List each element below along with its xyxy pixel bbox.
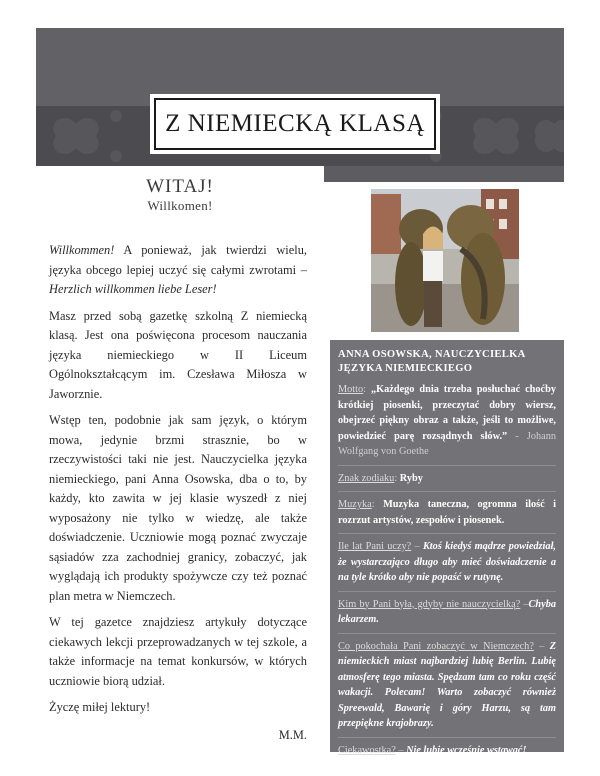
zodiac-value: Ryby bbox=[399, 472, 423, 484]
sidebar-title: ANNA OSOWSKA, NAUCZYCIELKA JĘZYKA NIEMIECKIEGO bbox=[338, 349, 526, 374]
article-paragraph-2: Masz przed sobą gazetkę szkolną Z niemiecką klasą. Jest ona poświęcona procesom nauczania języka niemieckiego w II Liceum Ogólnokształcącym im. Czesława Miłosza w Jaworznie. bbox=[49, 308, 307, 401]
q3-label: Co pokochała Pani zobaczyć w Niemczech? bbox=[338, 640, 534, 652]
q3-answer: Z niemieckich miast najbardziej lubię Berlin. Lubię atmosferę tego miasta. Spędzam tam co roku część wakacji. Polecam! Warto zobaczyć również Spreewald, Bawarię i góry Harzu, są tam przepiękne krajobrazy. bbox=[338, 640, 556, 729]
sidebar-zodiac: Znak zodiaku: Ryby bbox=[338, 471, 556, 493]
trivia-label: Ciekawostka? bbox=[338, 744, 396, 756]
motto-author: - Johann Wolfgang von Goethe bbox=[338, 430, 557, 457]
header-banner bbox=[36, 28, 564, 166]
article-paragraph-4: W tej gazetce znajdziesz artykuły dotyczące ciekawych lekcji przeprowadzanych w tej szkole, a także informacje na temat konkursów, w których uczniowie biorą udział. bbox=[49, 615, 307, 688]
newsletter-title-box bbox=[150, 94, 440, 154]
greeting-heading: WITAJ! bbox=[146, 176, 214, 197]
zodiac-label: Znak zodiaku bbox=[338, 472, 395, 484]
q2-answer: Chyba lekarzem. bbox=[338, 598, 556, 625]
trivia-answer: Nie lubię wcześnie wstawać! bbox=[406, 744, 527, 756]
motto-label: Motto bbox=[338, 384, 364, 395]
article-paragraph-5: Życzę miłej lektury! bbox=[49, 700, 151, 714]
intro-article bbox=[49, 241, 307, 752]
sidebar-q2: Kim by Pani była, gdyby nie nauczycielką? –Chyba lekarzem. bbox=[338, 597, 556, 634]
sidebar-trivia: Ciekawostka? – Nie lubię wcześnie wstawać! bbox=[338, 744, 527, 756]
article-paragraph-3: Wstęp ten, podobnie jak sam język, o którym mowa, jedynie brzmi strasznie, bo w rzeczywistości taki nie jest. Nauczycielka języka niemieckiego, pani Anna Osowska, dba o to, by każdy, kto zawita w jej klasie wyszedł z niej wyposażony nie tylko w wiedzę, ale także doświadczenie. Uczniowie mogą poznać zwyczaje sąsiadów zza zachodniej granicy, zobaczyć, jak wyglądają ich produkty spożywcze czy też poznać plan metra w Niemczech. bbox=[49, 413, 307, 603]
sidebar-motto: Motto: „Każdego dnia trzeba posłuchać choćby krótkiej piosenki, przeczytać dobry wiersz, obejrzeć piękny obraz a także, jeśli to możliwe, powiedzieć parę rozsądnych słów.” - Johann Wolfgang von Goethe bbox=[338, 382, 556, 466]
music-label: Muzyka bbox=[338, 499, 372, 510]
article-paragraph-1 bbox=[49, 241, 307, 300]
article-p1-text: A ponieważ, jak twierdzi wielu, języka obcego lepiej uczyć się całymi zwrotami – bbox=[49, 243, 307, 277]
header-right-strip bbox=[324, 166, 564, 182]
article-italic-greeting: Willkommen! bbox=[49, 243, 115, 257]
q1-answer: Ktoś kiedyś mądrze powiedział, że wystarczająco długo aby mieć doświadczenie a na tyle krótko aby nie popaść w rutynę. bbox=[338, 541, 556, 583]
article-italic-welcome: Herzlich willkommen liebe Leser! bbox=[49, 282, 217, 296]
q2-label: Kim by Pani była, gdyby nie nauczycielką? bbox=[338, 598, 521, 610]
teacher-photo bbox=[371, 189, 519, 332]
sidebar-music: Muzyka: Muzyka taneczna, ogromna ilość i rozrzut artystów, zespołów i piosenek. bbox=[338, 497, 556, 534]
music-value: Muzyka taneczna, ogromna ilość i rozrzut artystów, zespołów i piosenek. bbox=[338, 499, 557, 526]
article-signature: M.M. bbox=[278, 727, 307, 742]
q1-label: Ile lat Pani uczy? bbox=[338, 541, 412, 552]
teacher-profile-sidebar bbox=[330, 340, 564, 756]
greeting bbox=[130, 176, 230, 214]
motto-text: „Każdego dnia trzeba posłuchać choćby krótkiej piosenki, przeczytać dobry wiersz, obejrzeć piękny obraz a także, jeśli to możliwe, powiedzieć parę rozsądnych słów.” bbox=[338, 384, 557, 442]
newsletter-title: Z NIEMIECKĄ KLASĄ bbox=[165, 110, 425, 137]
sidebar-q3: Co pokochała Pani zobaczyć w Niemczech? – Z niemieckich miast najbardziej lubię Berlin. Lubię atmosferę tego miasta. Spędzam tam co roku część wakacji. Polecam! Warto zobaczyć również Spreewald, Bawarię i góry Harzu, są tam przepiękne krajobrazy. bbox=[338, 639, 556, 738]
greeting-subheading: Willkomen! bbox=[147, 198, 213, 213]
sidebar-q1: Ile lat Pani uczy? – Ktoś kiedyś mądrze powiedział, że wystarczająco długo aby mieć doświadczenie a na tyle krótko aby nie popaść w rutynę. bbox=[338, 539, 556, 592]
